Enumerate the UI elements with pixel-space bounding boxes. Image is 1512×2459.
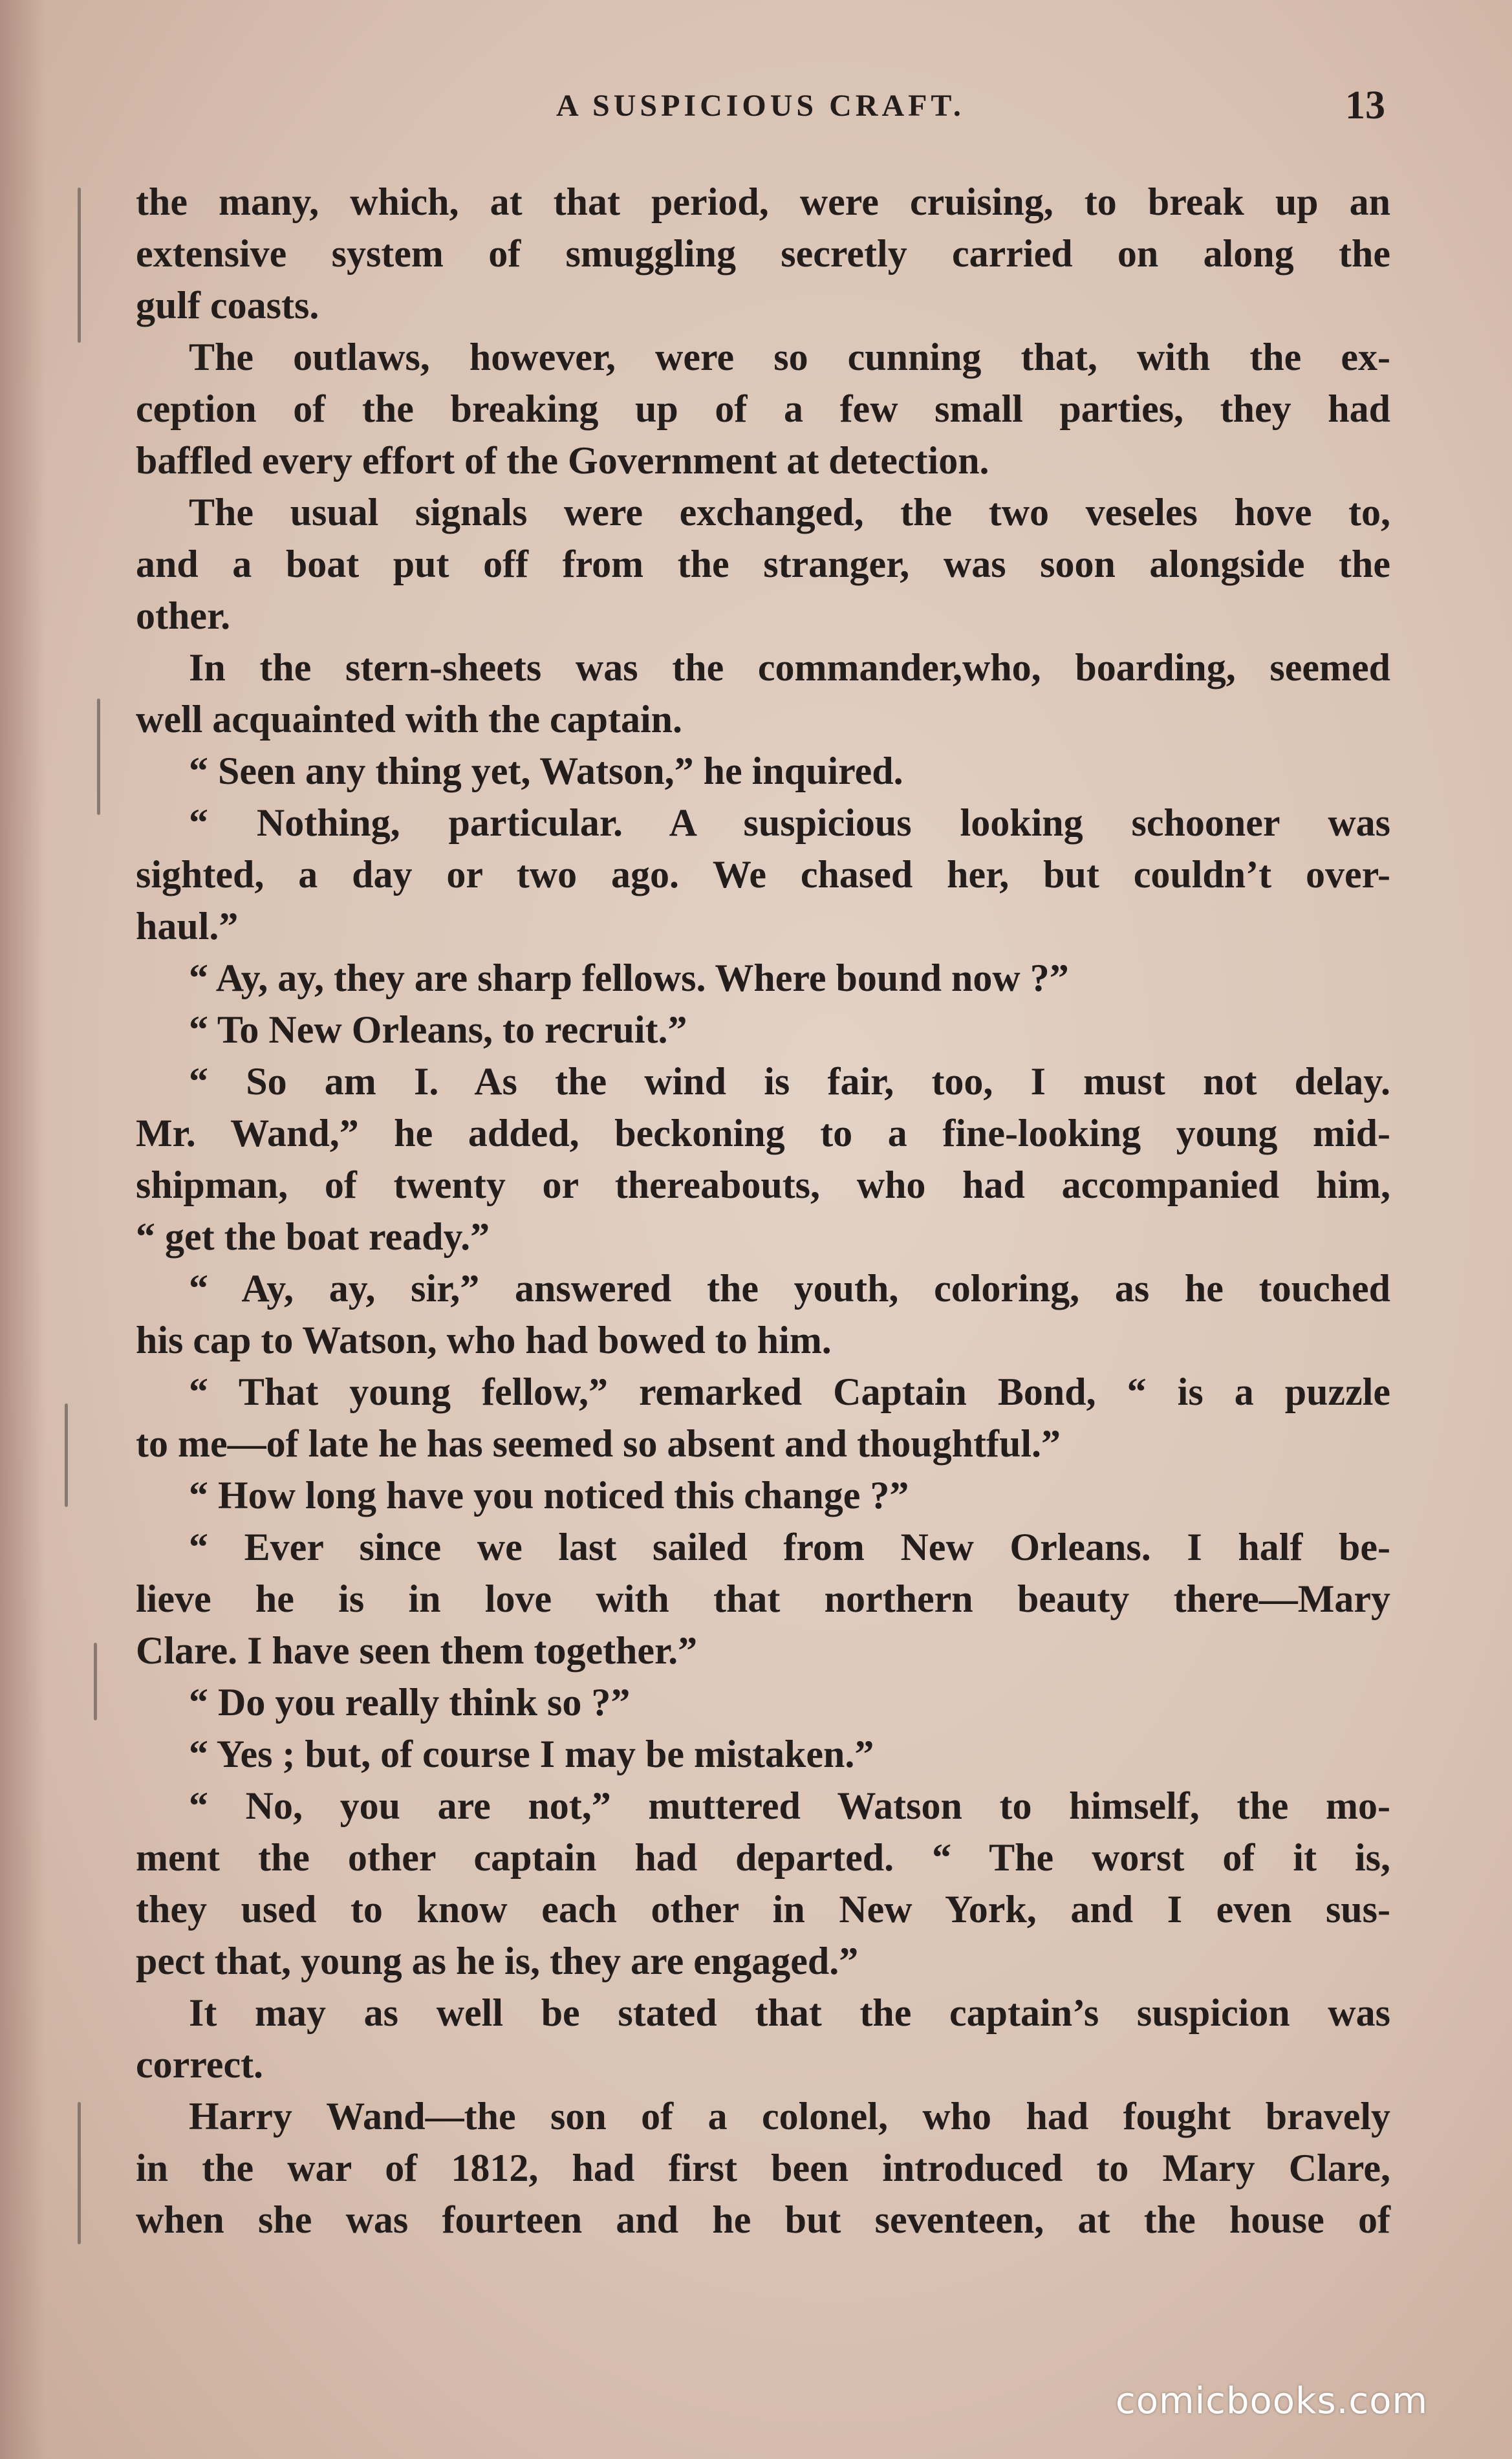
text-line: The usual signals were exchanged, the two veseles hove to, bbox=[189, 491, 1390, 534]
page-number: 13 bbox=[1345, 83, 1385, 127]
text-line: extensive system of smuggling secretly carried on along the bbox=[136, 232, 1390, 275]
text-line: his cap to Watson, who had bowed to him. bbox=[136, 1319, 832, 1361]
pencil-mark bbox=[78, 2102, 81, 2244]
pencil-mark bbox=[78, 188, 81, 343]
text-line: and a boat put off from the stranger, was soon alongside the bbox=[136, 543, 1390, 585]
text-line: in the war of 1812, had first been introduced to Mary Clare, bbox=[136, 2147, 1390, 2189]
text-line: It may as well be stated that the captain’s suspicion was bbox=[189, 1991, 1390, 2034]
text-line: “ That young fellow,” remarked Captain Bond, “ is a puzzle bbox=[189, 1370, 1390, 1413]
text-line: “ Ay, ay, sir,” answered the youth, coloring, as he touched bbox=[189, 1267, 1390, 1310]
text-line: Clare. I have seen them together.” bbox=[136, 1629, 698, 1672]
pencil-mark bbox=[65, 1403, 68, 1507]
text-line: shipman, of twenty or thereabouts, who had accompanied him, bbox=[136, 1164, 1390, 1206]
page-edge-shadow bbox=[0, 0, 45, 2459]
text-line: “ get the boat ready.” bbox=[136, 1215, 490, 1258]
page-header bbox=[0, 83, 1512, 135]
text-line: “ No, you are not,” muttered Watson to himself, the mo- bbox=[189, 1784, 1390, 1827]
text-line: gulf coasts. bbox=[136, 284, 319, 327]
text-line: they used to know each other in New York, and I even sus- bbox=[136, 1888, 1390, 1931]
pencil-mark bbox=[94, 1643, 97, 1720]
text-line: other. bbox=[136, 594, 231, 637]
text-line: “ Ever since we last sailed from New Orleans. I half be- bbox=[189, 1526, 1390, 1568]
text-line: correct. bbox=[136, 2043, 264, 2086]
body-text bbox=[136, 176, 1390, 2246]
text-line: The outlaws, however, were so cunning that, with the ex- bbox=[189, 336, 1390, 378]
text-line: “ So am I. As the wind is fair, too, I must not delay. bbox=[189, 1060, 1390, 1103]
text-line: to me—of late he has seemed so absent and thoughtful.” bbox=[136, 1422, 1061, 1465]
text-line: “ Ay, ay, they are sharp fellows. Where bound now ?” bbox=[189, 957, 1069, 999]
text-line: Harry Wand—the son of a colonel, who had fought bravely bbox=[189, 2095, 1390, 2138]
text-line: sighted, a day or two ago. We chased her, but couldn’t over- bbox=[136, 853, 1390, 896]
text-line: baffled every effort of the Government at detection. bbox=[136, 439, 989, 482]
text-line: Mr. Wand,” he added, beckoning to a fine-looking young mid- bbox=[136, 1112, 1390, 1154]
text-line: when she was fourteen and he but seventeen, at the house of bbox=[136, 2198, 1390, 2241]
text-line: pect that, young as he is, they are engaged.” bbox=[136, 1940, 859, 1982]
text-line: well acquainted with the captain. bbox=[136, 698, 683, 741]
text-line: ception of the breaking up of a few small parties, they had bbox=[136, 387, 1390, 430]
text-line: “ Yes ; but, of course I may be mistaken.” bbox=[189, 1733, 874, 1775]
running-head: A SUSPICIOUS CRAFT. bbox=[556, 89, 965, 123]
text-line: ment the other captain had departed. “ The worst of it is, bbox=[136, 1836, 1390, 1879]
text-line: lieve he is in love with that northern beauty there—Mary bbox=[136, 1577, 1390, 1620]
site-watermark: comicbooks.com bbox=[1116, 2380, 1429, 2422]
text-line: “ To New Orleans, to recruit.” bbox=[189, 1008, 687, 1051]
text-line: In the stern-sheets was the commander,who, boarding, seemed bbox=[189, 646, 1390, 689]
text-line: “ Do you really think so ?” bbox=[189, 1681, 631, 1724]
pencil-mark bbox=[97, 699, 100, 815]
text-line: “ Seen any thing yet, Watson,” he inquired. bbox=[189, 750, 903, 792]
text-line: haul.” bbox=[136, 905, 239, 948]
text-line: the many, which, at that period, were cruising, to break up an bbox=[136, 180, 1390, 223]
text-line: “ How long have you noticed this change ?” bbox=[189, 1474, 909, 1517]
text-line: “ Nothing, particular. A suspicious looking schooner was bbox=[189, 801, 1390, 844]
